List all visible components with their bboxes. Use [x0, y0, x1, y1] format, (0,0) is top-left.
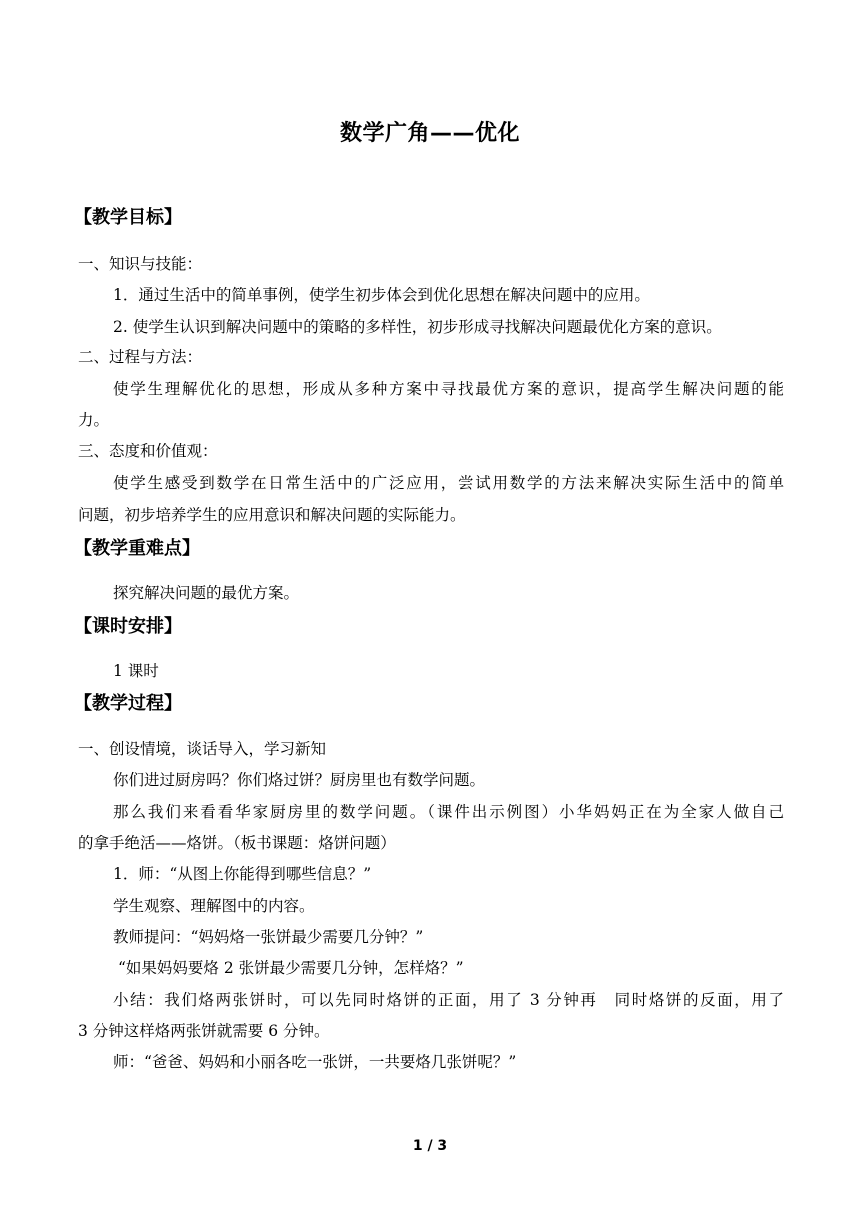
process-paragraph: 小结：我们烙两张饼时，可以先同时烙饼的正面，用了 3 分钟再 同时烙饼的反面，用了 [113, 991, 784, 1009]
process-paragraph: 那么我们来看看华家厨房里的数学问题。（课件出示例图）小华妈妈正在为全家人做自己 [113, 803, 784, 821]
section-heading-schedule: 【课时安排】 [74, 616, 182, 637]
process-paragraph: “如果妈妈要烙 2 张饼最少需要几分钟，怎样烙？” [118, 959, 464, 977]
page-number: 1 / 3 [412, 1138, 448, 1154]
process-paragraph: 学生观察、理解图中的内容。 [113, 897, 315, 915]
process-paragraph: 3 分钟这样烙两张饼就需要 6 分钟。 [78, 1022, 330, 1040]
goal2-text-line1: 使学生理解优化的思想，形成从多种方案中寻找最优方案的意识，提高学生解决问题的能 [113, 380, 784, 398]
goal1-item2: 2. 使学生认识到解决问题中的策略的多样性，初步形成寻找解决问题最优化方案的意识。 [113, 318, 722, 336]
key-points-text: 探究解决问题的最优方案。 [113, 584, 300, 602]
goal1-item1: 1．通过生活中的简单事例，使学生初步体会到优化思想在解决问题中的应用。 [113, 286, 650, 304]
goal3-label: 三、态度和价值观： [78, 442, 218, 460]
process-step1: 一、创设情境，谈话导入，学习新知 [78, 740, 327, 758]
process-paragraph: 1．师：“从图上你能得到哪些信息？” [113, 865, 372, 883]
process-paragraph: 你们进过厨房吗？你们烙过饼？厨房里也有数学问题。 [113, 771, 486, 789]
process-paragraph: 的拿手绝活——烙饼。（板书课题：烙饼问题） [78, 834, 396, 852]
process-paragraph: 师：“爸爸、妈妈和小丽各吃一张饼，一共要烙几张饼呢？” [113, 1053, 517, 1071]
goal3-text-line2: 问题，初步培养学生的应用意识和解决问题的实际能力。 [78, 506, 466, 524]
goal1-label: 一、知识与技能： [78, 255, 203, 273]
goal3-text-line1: 使学生感受到数学在日常生活中的广泛应用，尝试用数学的方法来解决实际生活中的简单 [113, 474, 784, 492]
section-heading-goals: 【教学目标】 [74, 207, 182, 228]
section-heading-key-points: 【教学重难点】 [74, 538, 200, 559]
process-paragraph: 教师提问：“妈妈烙一张饼最少需要几分钟？” [113, 928, 424, 946]
goal2-text-line2: 力。 [78, 411, 110, 429]
goal2-label: 二、过程与方法： [78, 348, 203, 366]
section-heading-process: 【教学过程】 [74, 693, 182, 714]
document-title: 数学广角——优化 [339, 121, 520, 146]
schedule-text: 1 课时 [113, 662, 159, 680]
